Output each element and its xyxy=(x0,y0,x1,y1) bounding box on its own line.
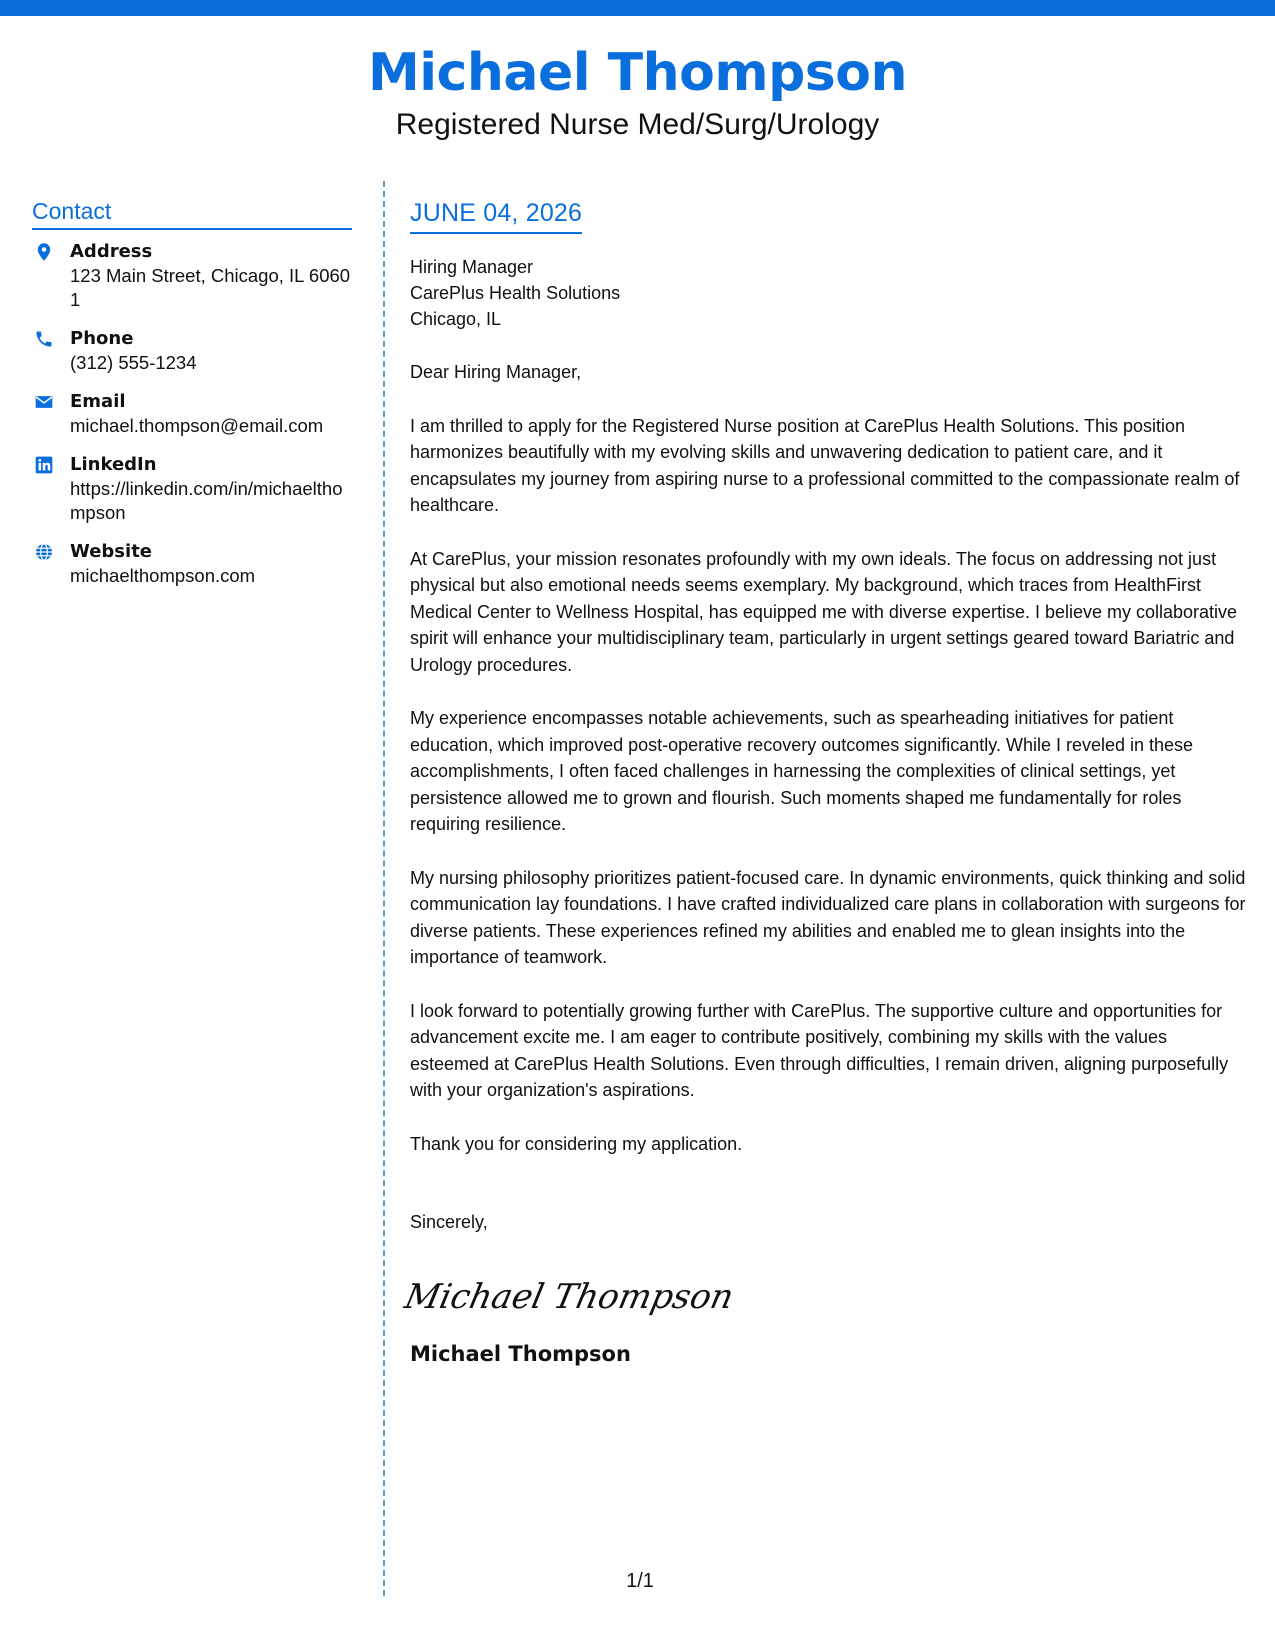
letter-paragraph: I am thrilled to apply for the Registered Nurse position at CarePlus Health Solutions. This position harmonizes beautifully with my evolving skills and unwavering dedication to patient care, and it encapsulates my journey from aspiring nurse to a professional committed to the compassionate realm of healthcare. xyxy=(410,415,1240,515)
contact-label: LinkedIn xyxy=(70,454,157,475)
contact-value: (312) 555-1234 xyxy=(70,352,197,373)
closing-line: Thank you for considering my application. xyxy=(410,1133,743,1154)
contact-label: Email xyxy=(70,391,126,412)
contact-heading: Contact xyxy=(32,196,352,230)
letter-paragraph: I look forward to potentially growing further with CarePlus. The supportive culture and opportunities for advancement excite me. I am eager to contribute positively, combining my skills with the values esteemed at CarePlus Health Solutions. Even through difficulties, I remain driven, aligning purposefully with your organization's aspirations. xyxy=(410,1000,1229,1100)
contact-value: https://linkedin.com/in/michaelthompson xyxy=(70,478,343,523)
location-pin-icon xyxy=(34,242,54,262)
applicant-title: Registered Nurse Med/Surg/Urology xyxy=(395,108,880,141)
salutation: Dear Hiring Manager, xyxy=(410,362,582,382)
contact-item-email xyxy=(32,390,352,438)
contact-item-phone xyxy=(32,327,352,375)
signed-name: Michael Thompson xyxy=(410,1341,631,1366)
contact-sidebar xyxy=(32,196,352,603)
letter-paragraph: My nursing philosophy prioritizes patient-focused care. In dynamic environments, quick thinking and solid communication lay foundations. I have crafted individualized care plans in collaboration with surgeons for diverse patients. These experiences refined my abilities and enabled me to glean insights into the importance of teamwork. xyxy=(410,867,1246,967)
recipient-line: Chicago, IL xyxy=(410,309,502,329)
letter-paragraph: At CarePlus, your mission resonates profoundly with my own ideals. The focus on addressing not just physical but also emotional needs seems exemplary. My background, which traces from HealthFirst Medical Center to Wellness Hospital, has equipped me with diverse expertise. I believe my collaborative spirit will enhance your multidisciplinary team, particularly in urgent settings geared toward Bariatric and Urology procedures. xyxy=(410,548,1238,675)
contact-label: Address xyxy=(70,241,153,262)
letter-body xyxy=(401,196,1250,1368)
signature-text: Michael Thompson xyxy=(401,1276,738,1317)
contact-list xyxy=(32,240,352,588)
contact-item-address xyxy=(32,240,352,312)
phone-icon xyxy=(34,329,54,349)
contact-value: michaelthompson.com xyxy=(70,565,256,586)
contact-item-website xyxy=(32,540,352,588)
contact-label: Website xyxy=(70,541,153,562)
top-accent-bar xyxy=(0,0,1275,16)
recipient-block xyxy=(410,254,1250,332)
contact-value: 123 Main Street, Chicago, IL 60601 xyxy=(70,265,351,310)
column-divider xyxy=(383,181,385,1596)
contact-item-linkedin xyxy=(32,453,352,525)
page-number: 1/1 xyxy=(626,1570,654,1592)
letter-date: JUNE 04, 2026 xyxy=(410,196,582,234)
handwritten-signature xyxy=(401,1266,738,1326)
recipient-line: Hiring Manager xyxy=(410,257,534,277)
applicant-name: Michael Thompson xyxy=(367,43,907,103)
globe-icon xyxy=(34,542,54,562)
email-icon xyxy=(34,392,54,412)
recipient-line: CarePlus Health Solutions xyxy=(410,283,621,303)
signoff: Sincerely, xyxy=(410,1212,488,1232)
contact-label: Phone xyxy=(70,328,134,349)
page-header xyxy=(0,42,1275,144)
letter-paragraph: My experience encompasses notable achievements, such as spearheading initiatives for patient education, which improved post-operative recovery outcomes significantly. While I reveled in these accomplishments, I often faced challenges in harnessing the complexities of clinical settings, yet persistence allowed me to grown and flourish. Such moments shaped me fundamentally for roles requiring resilience. xyxy=(410,708,1194,834)
contact-value: michael.thompson@email.com xyxy=(70,415,324,436)
linkedin-icon xyxy=(34,455,54,475)
